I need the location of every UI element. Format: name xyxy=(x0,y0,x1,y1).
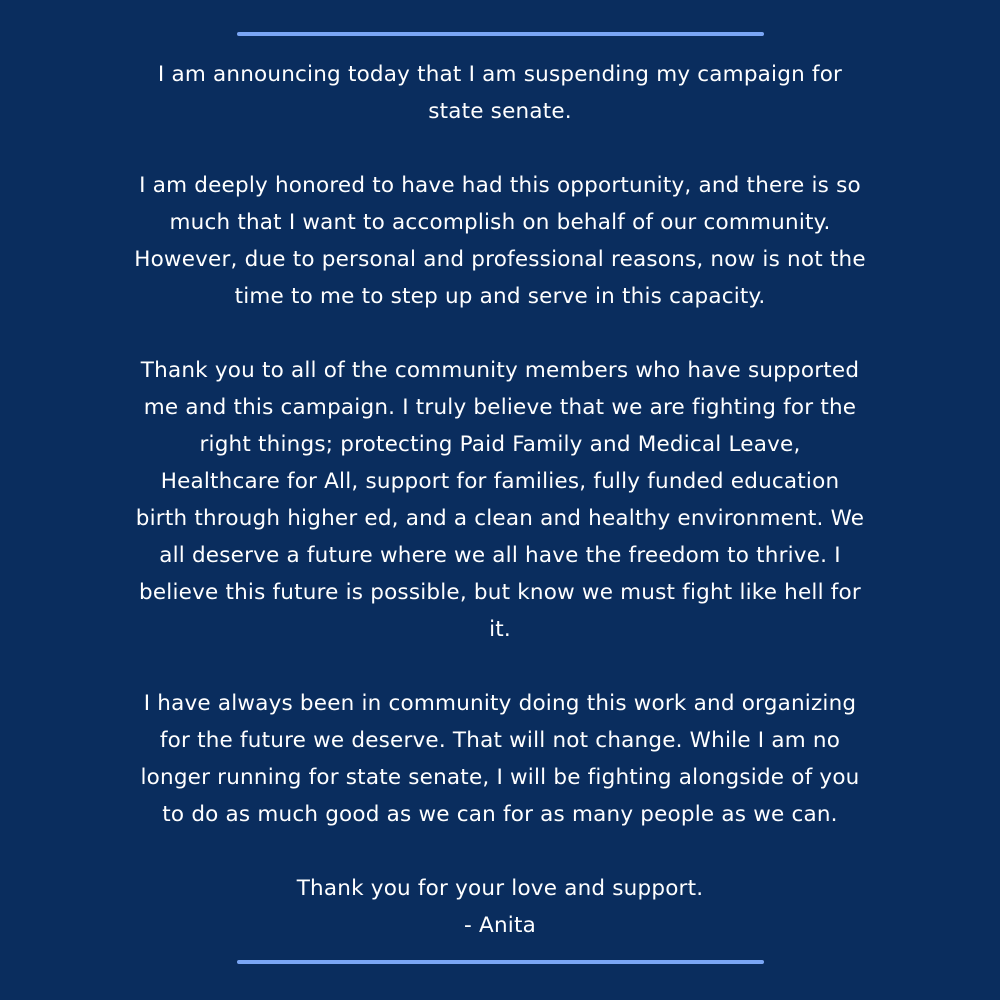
text-line: it. xyxy=(489,617,511,642)
paragraph-commitment xyxy=(80,685,920,833)
text-line: I have always been in community doing this work and organizing xyxy=(143,691,857,716)
paragraph-announcement xyxy=(80,56,920,130)
text-line: state senate. xyxy=(428,99,572,124)
text-line: I am announcing today that I am suspending my campaign for xyxy=(157,62,843,87)
paragraph-spacer xyxy=(80,833,920,870)
text-line: longer running for state senate, I will be fighting alongside of you xyxy=(140,765,860,790)
text-line: I am deeply honored to have had this opportunity, and there is so xyxy=(139,173,861,198)
text-line: Thank you to all of the community members who have supported xyxy=(140,358,860,383)
text-line: all deserve a future where we all have the freedom to thrive. I xyxy=(159,543,841,568)
paragraph-thanks xyxy=(80,352,920,648)
paragraph-spacer xyxy=(80,648,920,685)
bottom-divider xyxy=(237,960,764,964)
text-line: believe this future is possible, but know we must fight like hell for xyxy=(139,580,861,605)
text-line: for the future we deserve. That will not change. While I am no xyxy=(159,728,841,753)
text-line: much that I want to accomplish on behalf of our community. xyxy=(169,210,831,235)
signature: - Anita xyxy=(464,913,536,938)
paragraph-spacer xyxy=(80,315,920,352)
closing-line: Thank you for your love and support. xyxy=(296,876,704,901)
text-line: birth through higher ed, and a clean and healthy environment. We xyxy=(135,506,865,531)
text-line: me and this campaign. I truly believe that we are fighting for the xyxy=(143,395,857,420)
paragraph-spacer xyxy=(80,130,920,167)
text-line: to do as much good as we can for as many people as we can. xyxy=(162,802,838,827)
top-divider xyxy=(237,32,764,36)
statement-text xyxy=(80,56,920,944)
text-line: Healthcare for All, support for families, fully funded education xyxy=(160,469,840,494)
text-line: right things; protecting Paid Family and Medical Leave, xyxy=(199,432,801,457)
text-line: However, due to personal and professional reasons, now is not the xyxy=(134,247,866,272)
text-line: time to me to step up and serve in this capacity. xyxy=(234,284,766,309)
paragraph-reasons xyxy=(80,167,920,315)
